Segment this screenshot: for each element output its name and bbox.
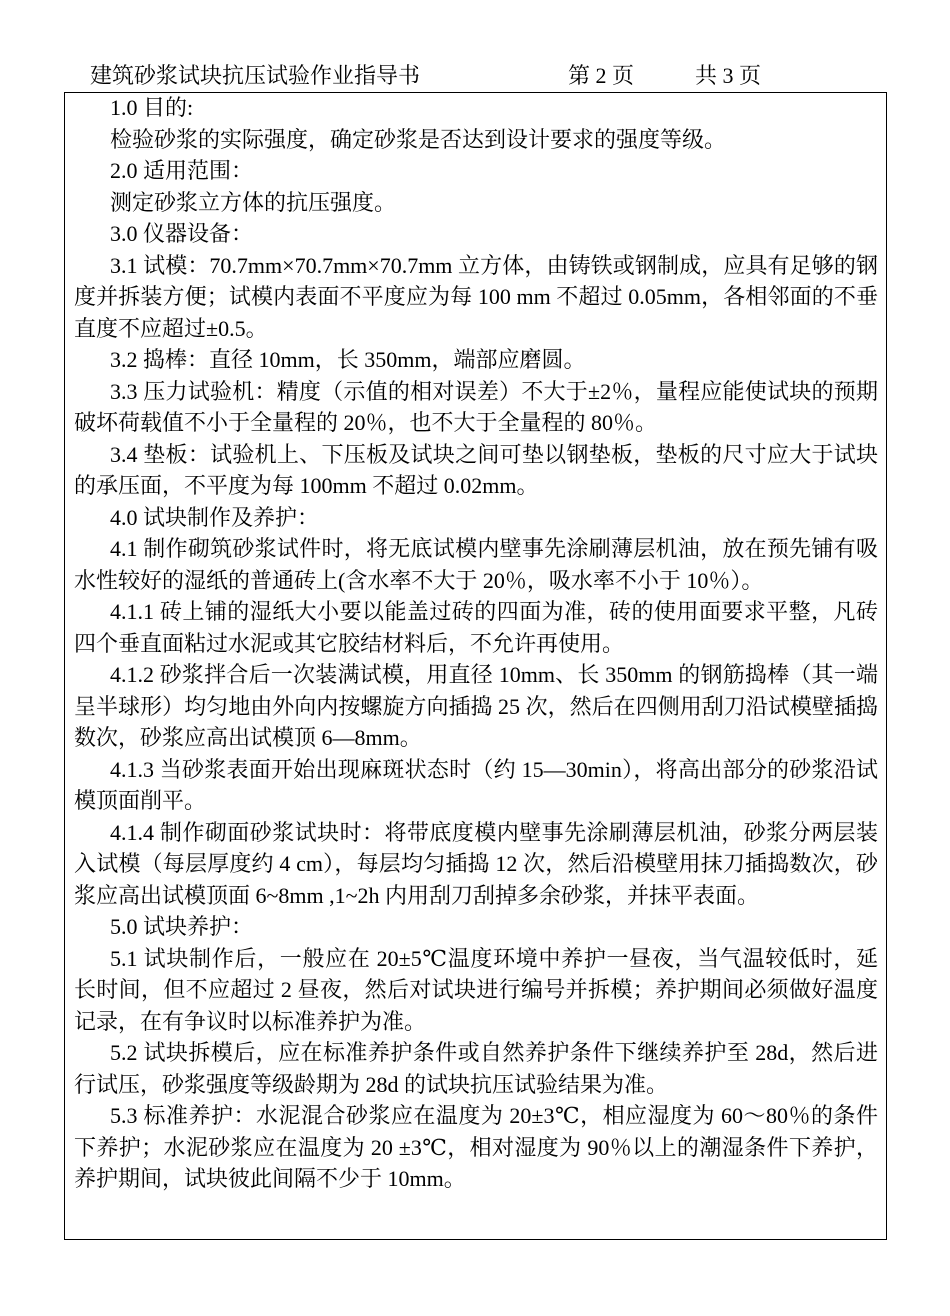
section-heading: 4.0 试块制作及养护：: [110, 504, 320, 530]
paragraph: 3.4 垫板：试验机上、下压板及试块之间可垫以钢垫板，垫板的尺寸应大于试块的承压面，不平度为每 100mm 不超过 0.02mm。: [74, 441, 878, 498]
paragraph: 检验砂浆的实际强度，确定砂浆是否达到设计要求的强度等级。: [110, 126, 727, 152]
paragraph: 4.1 制作砌筑砂浆试件时，将无底试模内壁事先涂刷薄层机油，放在预先铺有吸水性较好的湿纸的普通砖上(含水率不大于 20％，吸水率不小于 10％）。: [74, 536, 878, 593]
paragraph: 5.3 标准养护：水泥混合砂浆应在温度为 20±3℃，相应湿度为 60～80％的条件下养护；水泥砂浆应在温度为 20 ±3℃，相对湿度为 90％以上的潮湿条件下养护，养护期间，试块彼此间隔不少于 10mm。: [74, 1103, 878, 1191]
page-number: 第 2 页: [568, 63, 635, 88]
section-heading: 3.0 仪器设备：: [110, 221, 254, 246]
section-heading: 5.0 试块养护：: [110, 914, 254, 939]
paragraph: 3.2 捣棒：直径 10mm，长 350mm，端部应磨圆。: [110, 347, 586, 372]
section-heading: 2.0 适用范围：: [110, 158, 254, 183]
paragraph: 3.3 压力试验机：精度（示值的相对误差）不大于±2％，量程应能使试块的预期破坏荷载值不小于全量程的 20％，也不大于全量程的 80％。: [74, 378, 878, 435]
paragraph: 4.1.4 制作砌面砂浆试块时：将带底度模内壁事先涂刷薄层机油，砂浆分两层装入试模（每层厚度约 4 cm），每层均匀插捣 12 次，然后沿模壁用抹刀插捣数次，砂浆应高出试模顶面 6~8mm ,1~2h 内用刮刀刮掉多余砂浆，并抹平表面。: [74, 819, 878, 908]
paragraph: 测定砂浆立方体的抗压强度。: [110, 189, 397, 215]
document-title: 建筑砂浆试块抗压试验作业指导书: [90, 63, 421, 88]
paragraph: 4.1.3 当砂浆表面开始出现麻斑状态时（约 15—30min），将高出部分的砂浆沿试模顶面削平。: [74, 756, 878, 813]
paragraph: 3.1 试模：70.7mm×70.7mm×70.7mm 立方体，由铸铁或钢制成，应具有足够的钢度并拆装方便；试模内表面不平度应为每 100 mm 不超过 0.05mm，各相邻面的不垂直度不应超过±0.5。: [74, 252, 878, 341]
page-total: 共 3 页: [695, 63, 762, 88]
paragraph: 4.1.2 砂浆拌合后一次装满试模，用直径 10mm、长 350mm 的钢筋捣棒（其一端呈半球形）均匀地由外向内按螺旋方向插捣 25 次，然后在四侧用刮刀沿试模壁插捣数次，砂浆应高出试模顶 6—8mm。: [74, 662, 878, 750]
document-body: [74, 92, 878, 1195]
page-header: [90, 60, 810, 92]
paragraph: 5.1 试块制作后，一般应在 20±5℃温度环境中养护一昼夜，当气温较低时，延长时间，但不应超过 2 昼夜，然后对试块进行编号并拆模；养护期间必须做好温度记录，在有争议时以标准养护为准。: [74, 945, 878, 1034]
paragraph: 4.1.1 砖上铺的湿纸大小要以能盖过砖的四面为准，砖的使用面要求平整，凡砖四个垂直面粘过水泥或其它胶结材料后，不允许再使用。: [74, 599, 878, 656]
paragraph: 5.2 试块拆模后，应在标准养护条件或自然养护条件下继续养护至 28d，然后进行试压，砂浆强度等级龄期为 28d 的试块抗压试验结果为准。: [74, 1040, 878, 1097]
section-heading: 1.0 目的:: [110, 95, 194, 120]
